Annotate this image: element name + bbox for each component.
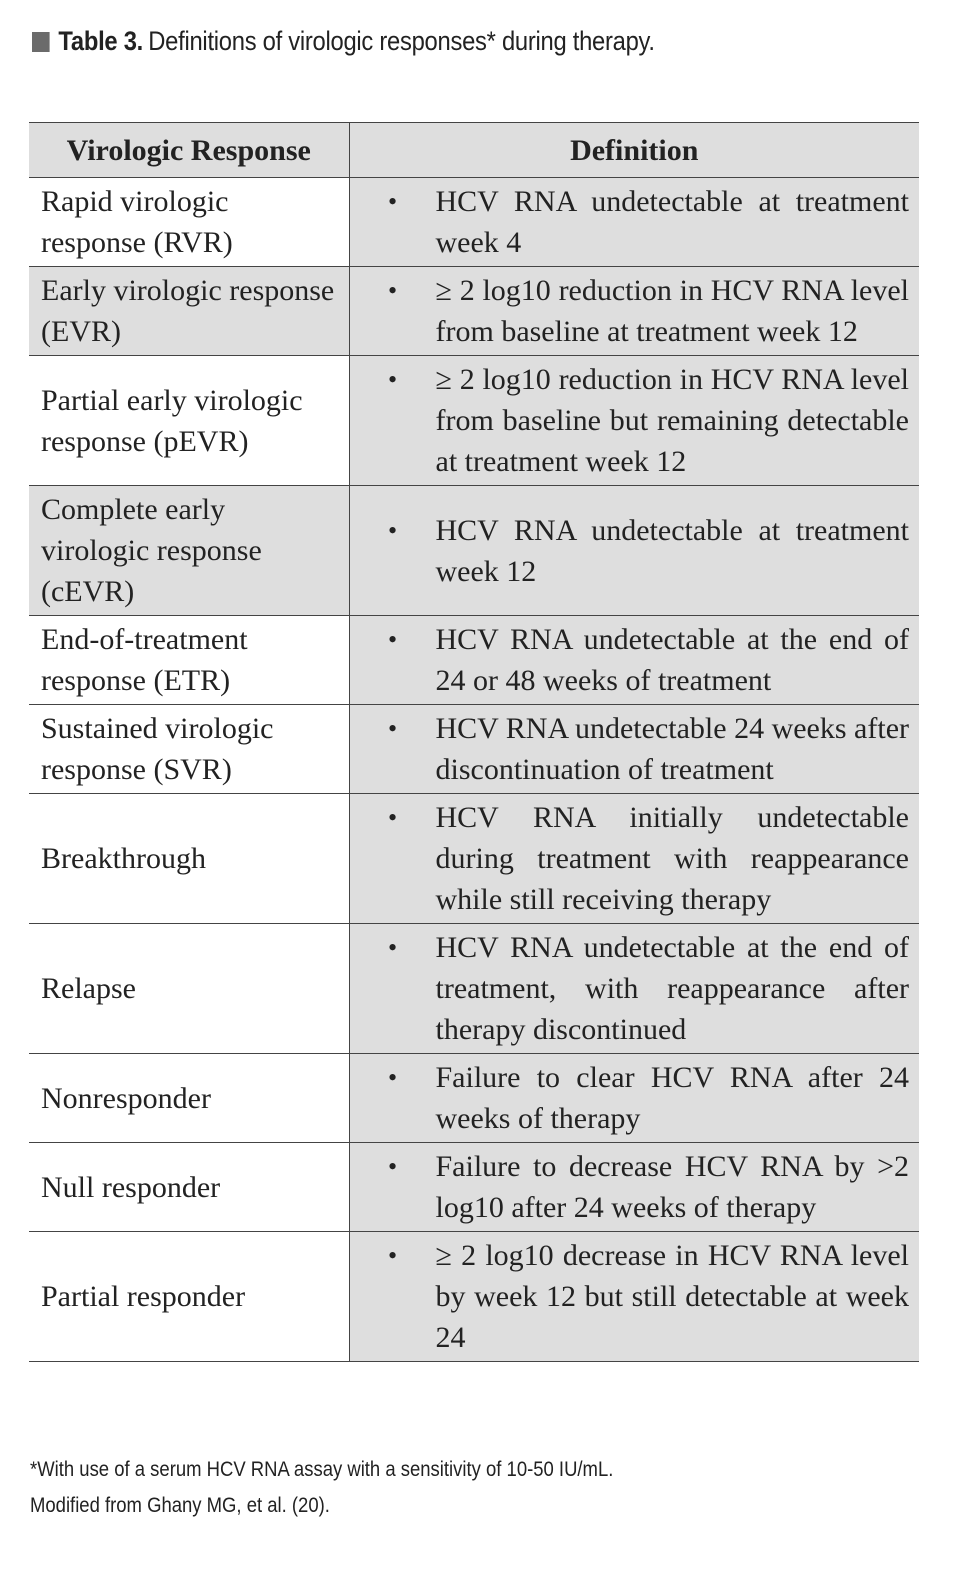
bullet-icon: • bbox=[387, 714, 398, 743]
response-definition-cell bbox=[349, 267, 919, 356]
table-row bbox=[29, 267, 919, 356]
caption-label: Table 3. bbox=[58, 26, 144, 56]
bullet-icon: • bbox=[387, 625, 398, 654]
header-virologic-response: Virologic Response bbox=[29, 123, 349, 178]
bullet-icon: • bbox=[387, 1152, 398, 1181]
response-term: Sustained virologic response (SVR) bbox=[29, 705, 349, 794]
response-definition-cell bbox=[349, 486, 919, 616]
bullet-icon: • bbox=[387, 933, 398, 962]
response-term: Breakthrough bbox=[29, 794, 349, 924]
response-definition: HCV RNA initially undetectable during treatment with reappearance while still receiving therapy bbox=[435, 801, 909, 916]
response-definition: HCV RNA undetectable at the end of treatment, with reappearance after therapy discontinued bbox=[435, 931, 909, 1046]
response-definition-cell bbox=[349, 356, 919, 486]
response-definition-cell bbox=[349, 1054, 919, 1143]
header-definition: Definition bbox=[349, 123, 919, 178]
response-definition: ≥ 2 log10 reduction in HCV RNA level from baseline but remaining detectable at treatment week 12 bbox=[435, 363, 909, 478]
response-definition: HCV RNA undetectable 24 weeks after discontinuation of treatment bbox=[435, 712, 909, 786]
bullet-icon: • bbox=[387, 1063, 398, 1092]
caption-square-icon bbox=[32, 32, 50, 52]
caption-text: Definitions of virologic responses* during therapy. bbox=[148, 26, 655, 56]
bullet-icon: • bbox=[387, 803, 398, 832]
table-row bbox=[29, 924, 919, 1054]
response-definition: HCV RNA undetectable at treatment week 4 bbox=[435, 185, 909, 259]
table-caption bbox=[32, 26, 655, 57]
response-definition-cell bbox=[349, 1232, 919, 1362]
table-row bbox=[29, 1143, 919, 1232]
table-row bbox=[29, 616, 919, 705]
table-row bbox=[29, 1054, 919, 1143]
response-term: Nonresponder bbox=[29, 1054, 349, 1143]
response-definition-cell bbox=[349, 794, 919, 924]
response-definition-cell bbox=[349, 178, 919, 267]
response-term: Rapid virologic response (RVR) bbox=[29, 178, 349, 267]
table-row bbox=[29, 1232, 919, 1362]
response-term: Partial early virologic response (pEVR) bbox=[29, 356, 349, 486]
response-term: End-of-treatment response (ETR) bbox=[29, 616, 349, 705]
response-definition-cell bbox=[349, 705, 919, 794]
response-definition-cell bbox=[349, 924, 919, 1054]
response-term: Complete early virologic response (cEVR) bbox=[29, 486, 349, 616]
footnote-assay: *With use of a serum HCV RNA assay with a sensitivity of 10-50 IU/mL. bbox=[30, 1458, 614, 1481]
bullet-icon: • bbox=[387, 276, 398, 305]
response-term: Partial responder bbox=[29, 1232, 349, 1362]
response-definition: ≥ 2 log10 decrease in HCV RNA level by week 12 but still detectable at week 24 bbox=[435, 1239, 909, 1354]
footnote-source: Modified from Ghany MG, et al. (20). bbox=[30, 1494, 330, 1517]
response-definition: Failure to decrease HCV RNA by >2 log10 after 24 weeks of therapy bbox=[435, 1150, 909, 1224]
response-definition: HCV RNA undetectable at the end of 24 or 48 weeks of treatment bbox=[435, 623, 909, 697]
response-definition: ≥ 2 log10 reduction in HCV RNA level from baseline at treatment week 12 bbox=[435, 274, 909, 348]
header-row bbox=[29, 123, 919, 178]
response-term: Early virologic response (EVR) bbox=[29, 267, 349, 356]
table-row bbox=[29, 794, 919, 924]
definitions-table bbox=[29, 122, 919, 1362]
bullet-icon: • bbox=[387, 365, 398, 394]
response-definition: HCV RNA undetectable at treatment week 12 bbox=[435, 513, 909, 588]
bullet-icon: • bbox=[387, 187, 398, 216]
bullet-icon: • bbox=[387, 515, 398, 545]
response-term: Null responder bbox=[29, 1143, 349, 1232]
table-row bbox=[29, 705, 919, 794]
table-row bbox=[29, 178, 919, 267]
bullet-icon: • bbox=[387, 1241, 398, 1270]
response-definition-cell bbox=[349, 616, 919, 705]
table-row bbox=[29, 486, 919, 616]
table-row bbox=[29, 356, 919, 486]
response-term: Relapse bbox=[29, 924, 349, 1054]
response-definition-cell bbox=[349, 1143, 919, 1232]
response-definition: Failure to clear HCV RNA after 24 weeks of therapy bbox=[435, 1061, 909, 1135]
